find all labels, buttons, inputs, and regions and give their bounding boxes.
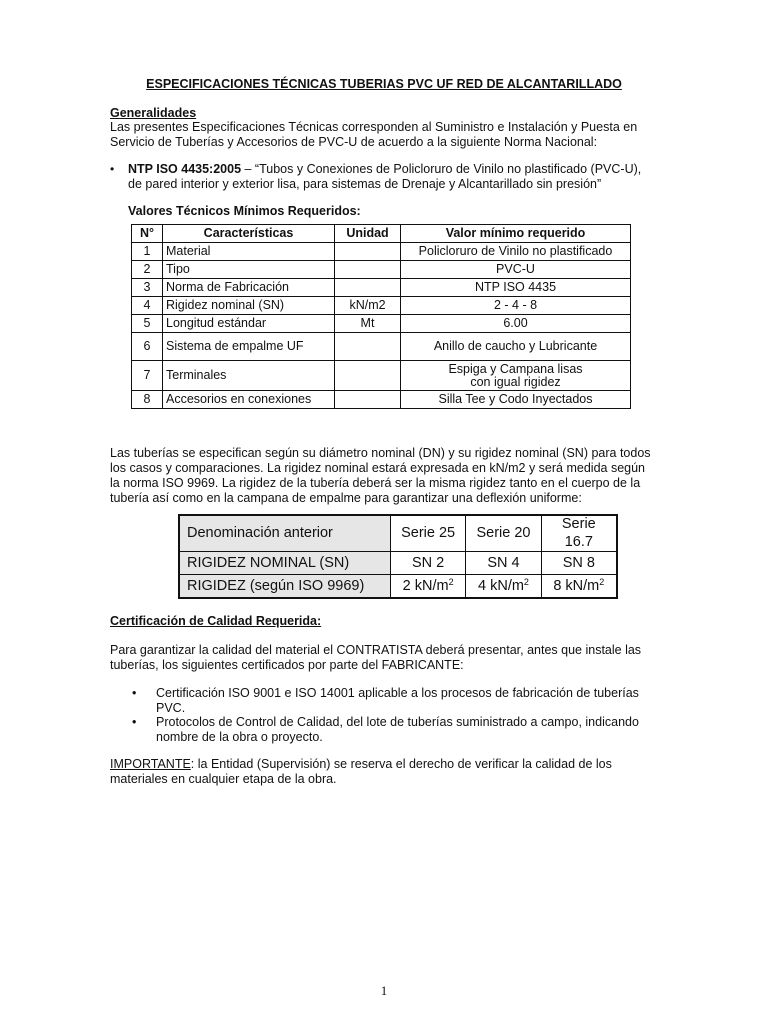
table-row bbox=[179, 575, 617, 599]
cell-valor: Silla Tee y Codo Inyectados bbox=[401, 391, 631, 409]
para2-line-1: Las tuberías se especifican según su diámetro nominal (DN) y su rigidez nominal (SN) para todos bbox=[110, 446, 651, 460]
cell-label: RIGIDEZ NOMINAL (SN) bbox=[179, 552, 390, 575]
cell-valor-line-2: con igual rigidez bbox=[470, 374, 561, 389]
cell-n: 3 bbox=[132, 279, 163, 297]
cell-valor: 6.00 bbox=[401, 315, 631, 333]
table-row bbox=[132, 279, 631, 297]
cell-caracteristica: Terminales bbox=[163, 361, 335, 391]
para2-line-4: tubería así como en la campana de empalme para garantizar una deflexión uniforme: bbox=[110, 491, 582, 505]
cell-unidad bbox=[335, 361, 401, 391]
rigidez-table bbox=[178, 514, 618, 599]
generalidades-heading: Generalidades bbox=[110, 106, 197, 120]
para2-line-3: la norma ISO 9969. La rigidez de la tubería deberá ser la misma rigidez tanto en el cuerpo de la bbox=[110, 476, 641, 490]
cell-valor: NTP ISO 4435 bbox=[401, 279, 631, 297]
cell-valor: Policloruro de Vinilo no plastificado bbox=[401, 243, 631, 261]
superscript: 2 bbox=[599, 576, 605, 587]
cell-unidad: Mt bbox=[335, 315, 401, 333]
cell-n: 4 bbox=[132, 297, 163, 315]
para2-line-2: los casos y comparaciones. La rigidez nominal estará expresada en kN/m2 y será medida según bbox=[110, 461, 645, 475]
cell-n: 8 bbox=[132, 391, 163, 409]
cell-n: 7 bbox=[132, 361, 163, 391]
cell-value-text: 8 kN/m bbox=[553, 577, 600, 594]
importante-label: IMPORTANTE bbox=[110, 757, 191, 771]
header-unidad: Unidad bbox=[335, 225, 401, 243]
ntp-bullet: • bbox=[110, 162, 115, 176]
cell-value: Serie 16.7 bbox=[541, 515, 617, 552]
cell-unidad bbox=[335, 391, 401, 409]
cell-caracteristica: Tipo bbox=[163, 261, 335, 279]
cell-label: Denominación anterior bbox=[179, 515, 390, 552]
importante-line-2: materiales en cualquier etapa de la obra. bbox=[110, 772, 337, 786]
cell-n: 5 bbox=[132, 315, 163, 333]
cell-caracteristica: Norma de Fabricación bbox=[163, 279, 335, 297]
ntp-norm-line-1 bbox=[128, 162, 663, 177]
table-row bbox=[132, 333, 631, 361]
cell-valor bbox=[401, 361, 631, 391]
table-row bbox=[132, 361, 631, 391]
ntp-norm-code: NTP ISO 4435:2005 bbox=[128, 162, 242, 176]
table-row bbox=[132, 315, 631, 333]
cell-caracteristica: Longitud estándar bbox=[163, 315, 335, 333]
cell-value bbox=[466, 575, 541, 599]
valores-heading: Valores Técnicos Mínimos Requeridos: bbox=[128, 204, 361, 218]
cell-unidad bbox=[335, 261, 401, 279]
certificacion-heading-colon: : bbox=[317, 614, 322, 628]
list-item-text bbox=[156, 715, 660, 746]
generalidades-line-1: Las presentes Especificaciones Técnicas corresponden al Suministro e Instalación y Puesta en bbox=[110, 120, 638, 134]
importante-text: : la Entidad (Supervisión) se reserva el derecho de verificar la calidad de los bbox=[190, 757, 612, 771]
list-item-line-1: Certificación ISO 9001 e ISO 14001 aplicable a los procesos de fabricación de tuberías bbox=[156, 686, 639, 700]
table-row bbox=[179, 552, 617, 575]
cell-valor: Anillo de caucho y Lubricante bbox=[401, 333, 631, 361]
list-item-text bbox=[156, 686, 660, 717]
cell-caracteristica: Sistema de empalme UF bbox=[163, 333, 335, 361]
cell-n: 1 bbox=[132, 243, 163, 261]
technical-values-table bbox=[131, 224, 631, 409]
cell-label: RIGIDEZ (según ISO 9969) bbox=[179, 575, 390, 599]
header-n: N° bbox=[132, 225, 163, 243]
certificacion-heading bbox=[110, 614, 321, 629]
document-title: ESPECIFICACIONES TÉCNICAS TUBERIAS PVC UF RED DE ALCANTARILLADO bbox=[146, 77, 622, 91]
cell-unidad bbox=[335, 333, 401, 361]
cell-valor-line-1: Espiga y Campana lisas bbox=[448, 362, 583, 376]
table-row bbox=[132, 297, 631, 315]
header-valor: Valor mínimo requerido bbox=[401, 225, 631, 243]
cell-value: SN 2 bbox=[390, 552, 465, 575]
cell-value-text: 4 kN/m bbox=[478, 577, 524, 594]
cell-n: 6 bbox=[132, 333, 163, 361]
cell-unidad bbox=[335, 243, 401, 261]
certificacion-heading-text: Certificación de Calidad Requerida bbox=[110, 614, 317, 628]
ntp-norm-description: – “Tubos y Conexiones de Policloruro de Vinilo no plastificado (PVC-U), bbox=[241, 162, 642, 176]
ntp-norm-line-2: de pared interior y exterior lisa, para sistemas de Drenaje y Alcantarillado sin presión” bbox=[128, 177, 602, 192]
superscript: 2 bbox=[523, 576, 529, 587]
cell-caracteristica: Accesorios en conexiones bbox=[163, 391, 335, 409]
bullet: • bbox=[132, 686, 137, 700]
cell-valor: PVC-U bbox=[401, 261, 631, 279]
certificacion-line-1: Para garantizar la calidad del material el CONTRATISTA deberá presentar, antes que instale las bbox=[110, 643, 642, 657]
cell-value bbox=[541, 575, 617, 599]
list-item-line-1: Protocolos de Control de Calidad, del lote de tuberías suministrado a campo, indicando bbox=[156, 715, 639, 729]
cell-unidad bbox=[335, 279, 401, 297]
importante-line-1 bbox=[110, 757, 660, 772]
cell-value bbox=[390, 575, 465, 599]
header-caracteristicas: Características bbox=[163, 225, 335, 243]
cell-value: SN 8 bbox=[541, 552, 617, 575]
cell-n: 2 bbox=[132, 261, 163, 279]
table-row bbox=[132, 391, 631, 409]
list-item-line-2: nombre de la obra o proyecto. bbox=[156, 730, 323, 745]
table-row bbox=[132, 261, 631, 279]
cell-value-text: 2 kN/m bbox=[402, 577, 449, 594]
cell-unidad: kN/m2 bbox=[335, 297, 401, 315]
table-row bbox=[132, 243, 631, 261]
page-number: 1 bbox=[380, 983, 388, 998]
bullet: • bbox=[132, 715, 137, 729]
cell-value: Serie 20 bbox=[466, 515, 541, 552]
table-row bbox=[179, 515, 617, 552]
cell-caracteristica: Material bbox=[163, 243, 335, 261]
cell-value: Serie 25 bbox=[390, 515, 465, 552]
generalidades-line-2: Servicio de Tuberías y Accesorios de PVC-U de acuerdo a la siguiente Norma Nacional: bbox=[110, 135, 598, 149]
list-item-line-2: PVC. bbox=[156, 701, 186, 716]
ntp-norm-item bbox=[128, 162, 663, 193]
cell-caracteristica: Rigidez nominal (SN) bbox=[163, 297, 335, 315]
cell-value: SN 4 bbox=[466, 552, 541, 575]
cell-valor: 2 - 4 - 8 bbox=[401, 297, 631, 315]
superscript: 2 bbox=[448, 576, 454, 587]
certificacion-line-2: tuberías, los siguientes certificados por parte del FABRICANTE: bbox=[110, 658, 464, 672]
table-header-row bbox=[132, 225, 631, 243]
